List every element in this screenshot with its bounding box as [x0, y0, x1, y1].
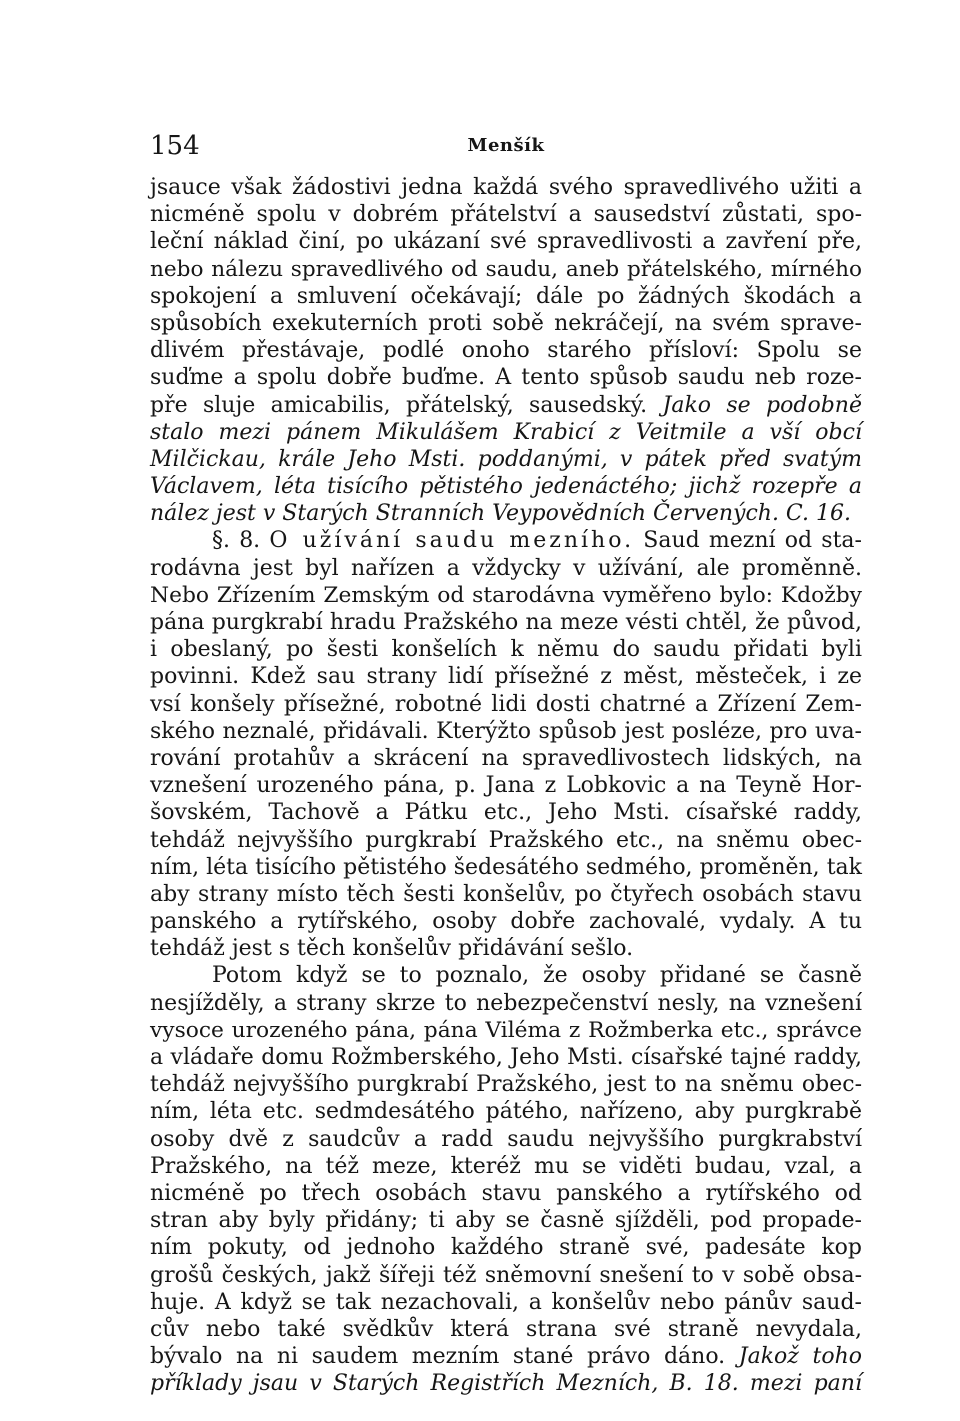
- text-segment: cův nebo také svědkův která strana své straně nevydala,: [150, 1316, 862, 1342]
- italic-citation: Jakož toho: [738, 1344, 862, 1370]
- text-line: [150, 745, 862, 772]
- text-line: [150, 527, 862, 554]
- text-segment: grošů českých, jakž šířeji též sněmovní snešení to v sobě obsa-: [150, 1262, 862, 1288]
- text-line: [150, 718, 862, 745]
- text-line: [150, 1262, 862, 1289]
- text-segment: šovském, Tachově a Pátku etc., Jeho Msti. císařské raddy,: [150, 800, 862, 826]
- text-segment: panského a rytířského, osoby dobře zachovalé, vydaly. A tu: [150, 909, 862, 935]
- text-line: [150, 962, 862, 989]
- text-segment: §. 8.: [212, 528, 270, 554]
- text-line: [150, 1370, 862, 1397]
- text-line: [150, 1207, 862, 1234]
- italic-citation: nález jest v Starých Stranních Veypovědních Červených. C. 16.: [150, 501, 851, 527]
- italic-citation: Václavem, léta tisícího pětistého jedenáctého; jichž rozepře a: [150, 474, 862, 500]
- text-segment: ského neznalé, přidávali. Kterýžto spůsob jest posléze, pro uva-: [150, 718, 862, 744]
- text-line: [150, 691, 862, 718]
- text-segment: stran aby byly přidány; ti aby se časně sjížděli, pod propade-: [150, 1208, 862, 1234]
- text-segment: vysoce urozeného pána, pána Viléma z Rožmberka etc., správce: [150, 1017, 862, 1043]
- text-segment: leční náklad činí, po ukázaní své spravedlivosti a zavření pře,: [150, 229, 862, 255]
- text-line: [150, 419, 862, 446]
- text-line: [150, 1316, 862, 1343]
- text-segment: ním, léta etc. sedmdesátého pátého, nařízeno, aby purgkrabě: [150, 1099, 862, 1125]
- text-segment: bývalo na ni saudem mezním stané právo dáno.: [150, 1344, 739, 1370]
- text-segment: Pražského, na též meze, kteréž mu se viděti budau, vzal, a: [150, 1153, 862, 1179]
- italic-citation: Milčickau, krále Jeho Msti. poddanými, v pátek před svatým: [150, 446, 862, 472]
- text-segment: vsí konšely přísežné, robotné lidi dosti chatrné a Zřízení Zem-: [150, 691, 862, 717]
- text-line: [150, 1153, 862, 1180]
- text-segment: tehdáž jest s těch konšelův přidávání sešlo.: [150, 936, 634, 962]
- italic-citation: stalo mezi pánem Mikulášem Krabicí z Veitmile a vší obcí: [150, 419, 862, 445]
- text-line: [150, 1343, 862, 1370]
- text-line: [150, 827, 862, 854]
- italic-citation: příklady jsau v Starých Registřích Mezních, B. 18. mezi paní: [150, 1371, 862, 1397]
- text-line: [150, 1071, 862, 1098]
- text-segment: dlivém přestávaje, podlé onoho starého přísloví: Spolu se: [150, 338, 862, 364]
- text-segment: povinni. Kdež sau strany lidí přísežné z měst, městeček, i ze: [150, 664, 862, 690]
- page-number: 154: [150, 131, 200, 161]
- text-segment: suďme a spolu dobře buďme. A tento spůsob saudu neb roze-: [150, 365, 862, 391]
- text-segment: rování protahův a skrácení na spravedlivostech lidských, na: [150, 745, 862, 771]
- text-line: [150, 772, 862, 799]
- page-header: [150, 128, 862, 164]
- text-segment: pře sluje amicabilis, přátelský, sausedský.: [150, 392, 663, 418]
- text-segment: i obeslaný, po šesti konšelích k němu do saudu přidati byli: [150, 637, 862, 663]
- text-segment: nicméně spolu v dobrém přátelství a sausedství zůstati, spo-: [150, 202, 862, 228]
- text-line: [150, 283, 862, 310]
- text-segment: nebo nálezu spravedlivého od saudu, aneb přátelského, mírného: [150, 256, 862, 282]
- text-line: [150, 1180, 862, 1207]
- text-line: [150, 1044, 862, 1071]
- body-text: [150, 174, 862, 1397]
- text-line: [150, 500, 862, 527]
- text-line: [150, 636, 862, 663]
- text-line: [150, 582, 862, 609]
- text-segment: rodávna jest byl nařízen a vždycky v užívání, ale proměnně.: [150, 555, 862, 581]
- text-line: [150, 1098, 862, 1125]
- text-line: [150, 908, 862, 935]
- text-segment: ním pokuty, od jednoho každého straně své, padesáte kop: [150, 1235, 862, 1261]
- text-line: [150, 609, 862, 636]
- text-line: [150, 446, 862, 473]
- text-segment: pána purgkrabí hradu Pražského na meze vésti chtěl, že původ,: [150, 610, 862, 635]
- text-segment: spokojení a smluvení očekávají; dále po žádných škodách a: [150, 283, 862, 309]
- text-line: [150, 1234, 862, 1261]
- text-segment: aby strany místo těch šesti konšelův, po čtyřech osobách stavu: [150, 881, 862, 907]
- text-segment: tehdáž nejvyššího purgkrabí Pražského, jest to na sněmu obec-: [150, 1072, 862, 1098]
- text-line: [150, 256, 862, 283]
- text-line: [150, 663, 862, 690]
- text-segment: Nebo Zřízením Zemským od starodávna vyměřeno bylo: Kdožby: [150, 582, 862, 608]
- text-line: [150, 799, 862, 826]
- text-segment: osoby dvě z saudcův a radd saudu nejvyššího purgkrabství: [150, 1126, 862, 1152]
- text-segment: huje. A když se tak nezachovali, a konšelův nebo pánův saud-: [150, 1289, 862, 1315]
- running-head: Menšík: [467, 135, 545, 156]
- text-segment: tehdáž nejvyššího purgkrabí Pražského etc., na sněmu obec-: [150, 827, 862, 853]
- text-line: [150, 1126, 862, 1153]
- text-segment: jsauce však žádostivi jedna každá svého spravedlivého užiti a: [150, 175, 862, 200]
- text-line: [150, 337, 862, 364]
- section-heading: O užívání saudu mezního.: [269, 528, 635, 554]
- text-line: [150, 228, 862, 255]
- text-line: [150, 881, 862, 908]
- text-segment: nesjížděly, a strany skrze to nebezpečenství nesly, na vznešení: [150, 990, 862, 1016]
- text-line: [150, 1289, 862, 1316]
- text-segment: nicméně po třech osobách stavu panského a rytířského od: [150, 1180, 862, 1206]
- text-line: [150, 990, 862, 1017]
- text-line: [150, 392, 862, 419]
- text-line: [150, 201, 862, 228]
- text-segment: spůsobích exekuterních proti sobě nekráčejí, na svém sprave-: [150, 310, 862, 336]
- italic-citation: Jako se podobně: [662, 392, 862, 418]
- text-line: [150, 555, 862, 582]
- text-line: [150, 310, 862, 337]
- text-segment: Potom když se to poznalo, že osoby přidané se časně: [212, 963, 862, 989]
- text-segment: a vládaře domu Rožmberského, Jeho Msti. císařské tajné raddy,: [150, 1045, 862, 1070]
- text-line: [150, 935, 862, 962]
- text-line: [150, 854, 862, 881]
- text-line: [150, 1017, 862, 1044]
- text-line: [150, 473, 862, 500]
- text-segment: vznešení urozeného pána, p. Jana z Lobkovic a na Teyně Hor-: [150, 773, 862, 799]
- text-segment: ním, léta tisícího pětistého šedesátého sedmého, proměněn, tak: [150, 854, 862, 880]
- text-line: [150, 364, 862, 391]
- text-segment: Saud mezní od sta-: [634, 528, 862, 554]
- text-line: [150, 174, 862, 201]
